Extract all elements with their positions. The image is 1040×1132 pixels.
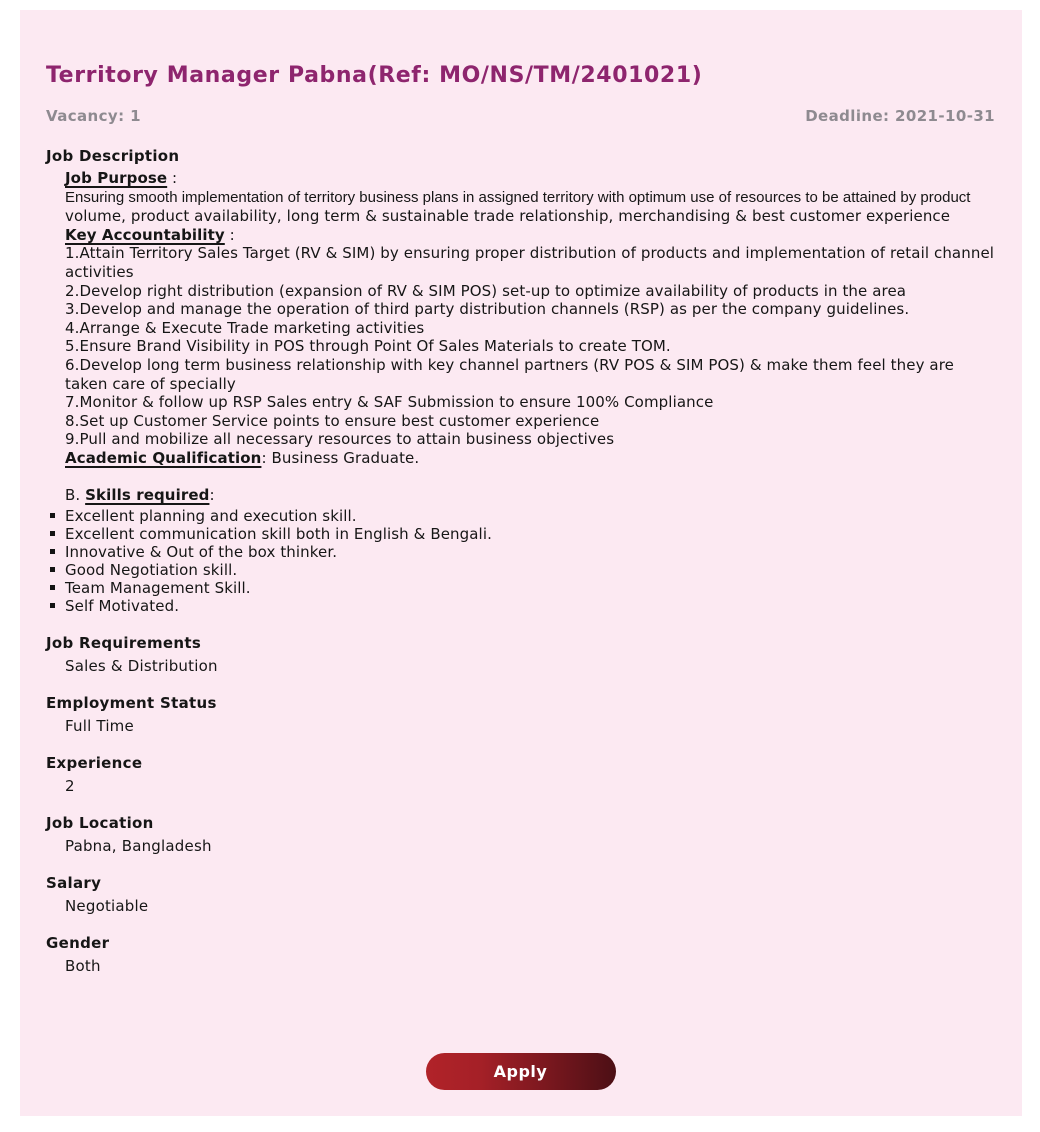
job-purpose-label: Job Purpose <box>65 169 168 187</box>
key-accountability-separator: : <box>224 225 235 244</box>
skills-list-item <box>46 597 995 615</box>
field-experience <box>46 755 995 795</box>
skills-list-item <box>46 525 995 543</box>
skills-list <box>46 507 995 615</box>
academic-qualification-value: : Business Graduate. <box>261 448 420 467</box>
key-accountability-item: 1.Attain Territory Sales Target (RV & SIM) by ensuring proper distribution of products and implementation of retail channel activities <box>65 244 995 281</box>
job-description-heading: Job Description <box>46 147 180 165</box>
field-label: Salary <box>46 873 102 892</box>
field-label: Gender <box>46 933 110 952</box>
skills-list-item <box>46 561 995 579</box>
field-value: Pabna, Bangladesh <box>65 836 212 855</box>
key-accountability-item: 9.Pull and mobilize all necessary resources to attain business objectives <box>65 430 615 449</box>
key-accountability-item: 4.Arrange & Execute Trade marketing activities <box>65 318 425 337</box>
field-label: Job Requirements <box>46 633 202 652</box>
skill-text: Good Negotiation skill. <box>65 560 238 579</box>
key-accountability-item: 8.Set up Customer Service points to ensure best customer experience <box>65 411 600 430</box>
field-value: Full Time <box>65 716 134 735</box>
skill-text: Self Motivated. <box>65 596 180 615</box>
spacer-line <box>65 468 995 487</box>
skills-prefix: B. <box>65 486 86 505</box>
skill-text: Excellent communication skill both in English & Bengali. <box>65 524 492 543</box>
key-accountability-line <box>65 226 995 245</box>
apply-button[interactable]: Apply <box>426 1053 616 1090</box>
skills-heading-line <box>65 486 995 505</box>
field-label: Job Location <box>46 813 154 832</box>
deadline-text: Deadline: 2021-10-31 <box>805 107 995 125</box>
field-value: Both <box>65 956 101 975</box>
square-bullet-icon <box>50 549 55 554</box>
skills-list-item <box>46 543 995 561</box>
field-gender <box>46 935 995 975</box>
academic-qualification-line <box>65 449 995 468</box>
vacancy-text: Vacancy: 1 <box>46 107 141 125</box>
field-employment-status <box>46 695 995 735</box>
key-accountability-item: 7.Monitor & follow up RSP Sales entry & SAF Submission to ensure 100% Compliance <box>65 393 714 412</box>
job-purpose-text-plain: Ensuring smooth implementation of territory business plans in assigned territory with optimum use of resources to be attained by product <box>65 188 971 206</box>
job-purpose-line <box>65 169 995 188</box>
job-purpose-separator: : <box>167 169 178 187</box>
square-bullet-icon <box>50 603 55 608</box>
key-accountability-item: 2.Develop right distribution (expansion of RV & SIM POS) set-up to optimize availability of products in the area <box>65 281 907 300</box>
field-label: Employment Status <box>46 693 217 712</box>
skills-suffix: : <box>209 486 215 505</box>
field-label: Experience <box>46 753 143 772</box>
section-job-description <box>46 148 995 615</box>
page-title: Territory Manager Pabna(Ref: MO/NS/TM/2401021) <box>46 63 703 88</box>
job-description-body <box>65 169 995 505</box>
key-accountability-item: 5.Ensure Brand Visibility in POS through Point Of Sales Materials to create TOM. <box>65 337 671 356</box>
key-accountability-item: 6.Develop long term business relationship with key channel partners (RV POS & SIM POS) & make them feel they are taken care of specially <box>65 355 954 393</box>
skills-list-item <box>46 507 995 525</box>
square-bullet-icon <box>50 567 55 572</box>
skills-list-item <box>46 579 995 597</box>
meta-row <box>46 108 995 125</box>
square-bullet-icon <box>50 531 55 536</box>
skill-text: Innovative & Out of the box thinker. <box>65 542 338 561</box>
skill-text: Team Management Skill. <box>65 578 251 597</box>
square-bullet-icon <box>50 585 55 590</box>
square-bullet-icon <box>50 513 55 518</box>
job-posting-card <box>20 10 1022 1116</box>
field-value: Sales & Distribution <box>65 656 218 675</box>
job-purpose-text-emphasis: volume, product availability, long term & sustainable trade relationship, merchandising & best customer experience <box>65 207 951 226</box>
key-accountability-item: 3.Develop and manage the operation of third party distribution channels (RSP) as per the company guidelines. <box>65 300 910 319</box>
skill-text: Excellent planning and execution skill. <box>65 506 357 525</box>
job-purpose-paragraph <box>65 188 995 226</box>
field-value: 2 <box>65 776 75 795</box>
field-salary <box>46 875 995 915</box>
field-job-requirements <box>46 635 995 675</box>
field-job-location <box>46 815 995 855</box>
academic-qualification-label: Academic Qualification <box>65 448 262 467</box>
key-accountability-label: Key Accountability <box>65 225 225 244</box>
skills-label: Skills required <box>85 486 210 505</box>
field-value: Negotiable <box>65 896 149 915</box>
